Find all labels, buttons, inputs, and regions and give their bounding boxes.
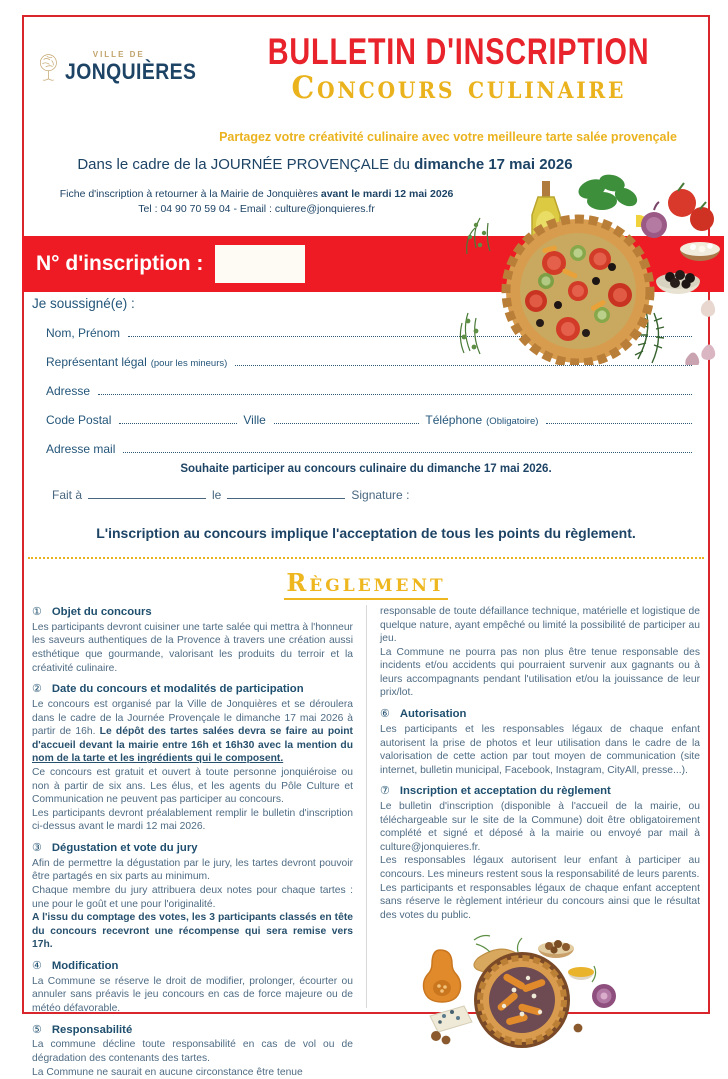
page-frame [22,15,710,1078]
rule-section-number: ③ [32,841,42,854]
adresse-mail-field[interactable] [123,452,692,453]
rule-section-heading: ① Objet du concours [32,606,152,618]
feta-bowl-icon [680,242,720,261]
ville-field[interactable] [274,423,420,424]
rule-section-heading: ③ Dégustation et vote du jury [32,841,198,854]
rules-column-right [366,605,700,1008]
photo-tarte-provencale-aux-legumes-avec-ingredients [450,163,722,365]
adresse-label: Adresse [46,384,91,398]
red-onion-icon [592,984,616,1008]
participation-statement: Souhaite participer au concours culinaire du dimanche 17 mai 2026. [180,463,552,475]
rule-section-heading: ⑤ Responsabilité [32,1023,133,1036]
photo-tarte-butternut-noix-fromage [418,930,626,1048]
fait-a-label: Fait à [52,488,83,502]
rule-section-heading: ④ Modification [32,959,119,972]
rule-paragraph: La Commune se réserve le droit de modifier, prolonger, écourter ou annuler sans préavis le jeu concours en cas de force majeure ou de météo défavorable. [32,975,353,1014]
rule-section-number: ⑦ [380,785,390,798]
rule-paragraph: Le concours est organisé par la Ville de Jonquières et se déroulera dans le cadre de la Journée Provençale le dimanche 17 mai 2026 à partir de 16h. Le dépôt des tartes salées devra se faire au point d'accueil devant la mairie entre 16h et 16h30 avec la mention du nom de la tarte et les ingrédients qui le composent. [32,699,353,765]
rule-section-number: ⑤ [32,1023,42,1036]
fait-a-field[interactable] [88,498,206,499]
header [36,33,700,105]
form-row-adresse [32,378,698,398]
ville-label: Ville [243,413,266,427]
logo-jonquieres: JONQUIÈRES [64,59,197,84]
rule-paragraph: Ce concours est gratuit et ouvert à toute personne jonquiéroise ou non à partir de six ans. Les élus, et les agents du Pôle Culture et Communication ne peuvent pas participer au concours. [32,767,353,806]
return-instructions [24,187,489,202]
form-row-mail [32,436,698,456]
context-prefix: Dans le cadre de la JOURNÉE PROVENÇALE du [77,156,415,173]
rule-paragraph: Chaque membre du jury attribuera deux notes pour chaque tartes : une pour le goût et une pour l'originalité. [32,884,353,910]
blue-cheese-icon [430,1006,472,1032]
walnut-bowl-icon [538,940,574,958]
rule-paragraph: A l'issu du comptage des votes, les 3 participants classés en tête du concours recevront une récompense qui sera remise vers 17h. [32,912,353,951]
telephone-sublabel: (Obligatoire) [486,416,539,427]
rule-paragraph: Les participants devront préalablement remplir le bulletin d'inscription ci-dessus avant le mardi 12 mai 2026. [32,807,353,833]
rules-column-left [32,605,366,1078]
rule-section-number: ④ [32,959,42,972]
logo-ville-de: VILLE DE [92,50,145,59]
tagline: Partagez votre créativité culinaire avec votre meilleure tarte salée provençale [219,130,677,144]
representant-field[interactable] [235,365,692,366]
code-postal-field[interactable] [119,423,237,424]
rule-paragraph: Les responsables légaux autorisent leur enfant à participer au concours. Les mineurs restent sous la responsabilité de leurs parents. [380,855,700,881]
tomato-tart-icon [506,219,650,363]
event-date: dimanche 17 mai 2026 [414,156,573,173]
rule-section-heading: ② Date du concours et modalités de participation [32,683,304,696]
rule-paragraph: Le bulletin d'inscription (disponible à l'accueil de la mairie, ou téléchargeable sur le site de la Commune) doit être obligatoirement complété et signé et déposé à la mairie ou envoyé par mail à culture@jonquieres.fr. [380,801,700,853]
deadline-date: avant le mardi 12 mai 2026 [320,188,454,200]
rule-paragraph: La Commune ne saurait en aucune circonstance être tenue [32,1066,303,1078]
rule-section-number: ② [32,683,42,696]
reglement-title-text: Règlement [284,568,447,600]
garlic-icon [685,300,715,365]
nom-prenom-label: Nom, Prénom [46,326,121,340]
rule-section-heading: ⑦ Inscription et acceptation du règlement [380,785,611,798]
telephone-field[interactable] [546,423,692,424]
rule-section-number: ⑥ [380,708,390,721]
adresse-mail-label: Adresse mail [46,442,116,456]
rule-paragraph: Les participants et les responsables légaux de chaque enfant autorisent la prise de photos et leur utilisation dans le cadre de la valorisation de cette action par tout moyen de communication (site internet, bulletin municipal, Facebook, Instagram, CityAll, presse...). [380,723,700,776]
page-title: BULLETIN D'INSCRIPTION [267,31,650,72]
contact-info [24,187,489,217]
red-onion-icon [641,202,667,238]
representant-label: Représentant légal [46,355,147,369]
adresse-field[interactable] [98,394,692,395]
butternut-tart-icon [474,952,570,1048]
reglement-section [32,605,700,1078]
page-subtitle: Concours culinaire [291,70,626,106]
jonquieres-logo [36,33,214,95]
rule-section-number: ① [32,606,42,618]
le-label: le [212,488,222,502]
rule-paragraph: responsable de toute défaillance technique, matérielle et logistique de quelque nature, ayant empêché ou limité la possibilité de participer au jeu. [380,606,700,645]
honey-bowl-icon [568,967,594,980]
telephone-label: Téléphone [425,413,483,427]
acceptance-statement: L'inscription au concours implique l'acceptation de tous les points du règlement. [96,525,636,541]
rule-section-heading: ⑥ Autorisation [380,708,467,721]
dotted-divider [28,557,704,559]
code-postal-label: Code Postal [46,413,112,427]
reglement-title [24,568,708,597]
inscription-number-field[interactable] [215,245,305,283]
signature-label: Signature : [351,488,410,502]
rule-paragraph: La commune décline toute responsabilité en cas de vol ou de dégradation des contenants des tartes. [32,1039,353,1064]
form-intro: Je soussigné(e) : [32,296,135,311]
date-field[interactable] [227,498,345,499]
phone-email-line: Tel : 04 90 70 59 04 - Email : culture@jonquieres.fr [138,203,375,216]
titles [214,33,703,105]
signature-row [52,488,409,502]
rule-paragraph: Les participants devront cuisiner une tarte salée qui mettra à l'honneur les saveurs authentiques de la Provence à travers une création aussi esthétique que gourmande, valorisant les produits du terroir et la créativité culinaire. [32,621,353,674]
form-row-cp-ville-tel [32,407,698,427]
basil-leaves-icon [576,172,641,210]
rule-paragraph: La Commune ne pourra pas non plus être tenue responsable des incidents et/ou accidents qui pourraient survenir aux gagnants ou à leurs accompagnants pendant l'utilisation et/ou la jouissance de leur prix/lot. [380,646,700,699]
plane-tree-icon [36,39,61,95]
rule-paragraph: Les participants et responsables légaux de chaque enfant acceptent sans réserve le règlement intérieur du concours ainsi que le résultat des votes du public. [380,882,700,921]
olives-bowl-icon [656,270,700,294]
return-text: Fiche d'inscription à retourner à la Mairie de Jonquières [59,188,321,200]
representant-sublabel: (pour les mineurs) [150,358,228,369]
rule-paragraph: Afin de permettre la dégustation par le jury, les tartes devront pouvoir être partagés en six parts au minimum. [32,857,353,883]
tomatoes-icon [668,183,714,231]
inscription-number-label: N° d'inscription : [36,252,204,275]
